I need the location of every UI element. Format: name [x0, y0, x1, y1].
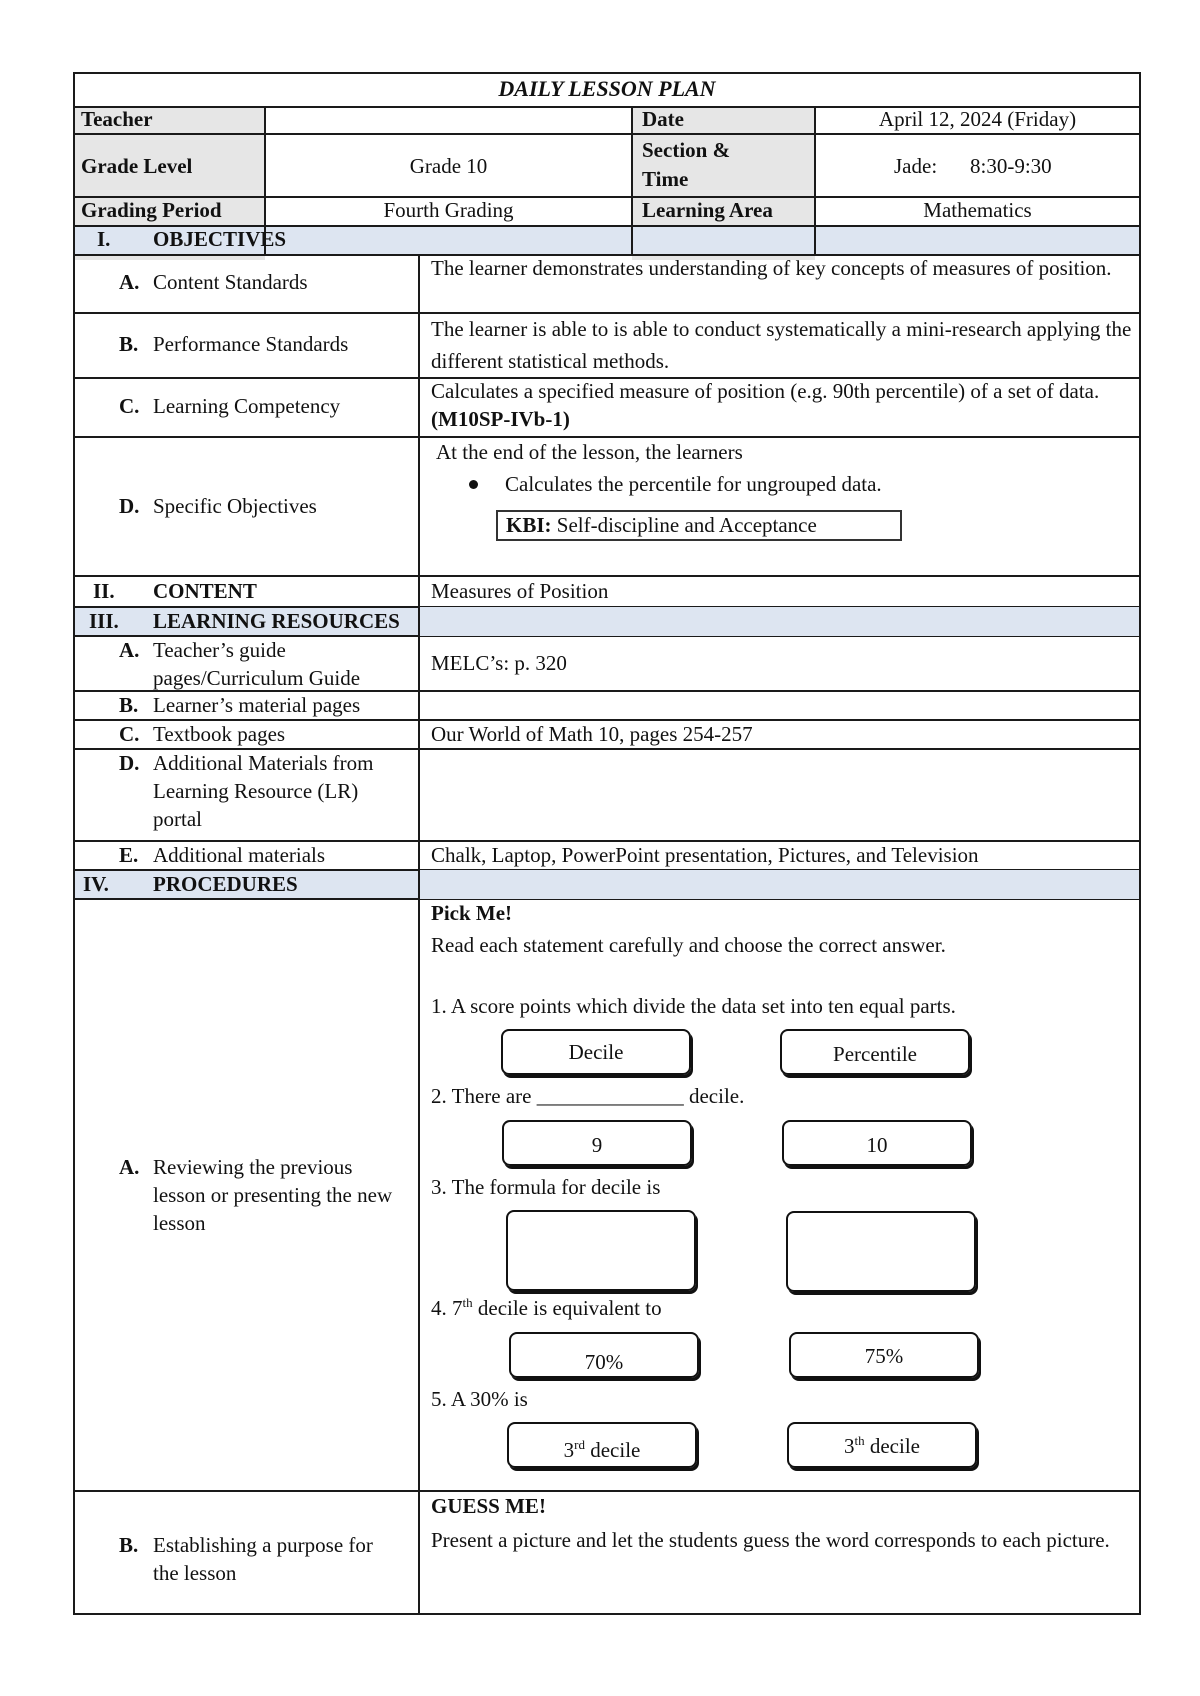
resources-numeral: III.: [89, 609, 119, 633]
teachers-guide-value: MELC’s: p. 320: [431, 651, 567, 675]
performance-standards-letter: B.: [119, 332, 139, 356]
choice-3rd-sup: rd: [574, 1437, 585, 1452]
learning-competency-text: [431, 377, 1121, 433]
page-title: DAILY LESSON PLAN: [498, 76, 716, 101]
pick-me-title: Pick Me!: [431, 901, 513, 925]
question-2-end: decile.: [683, 1084, 745, 1108]
reviewing-label: Reviewing the previous lesson or presenting the new lesson: [153, 1155, 393, 1235]
guess-me-text: Present a picture and let the students guess the word corresponds to each picture.: [431, 1528, 1110, 1552]
learning-area-label: Learning Area: [642, 198, 773, 222]
content-standards-label: Content Standards: [153, 270, 308, 294]
grading-period-value: Fourth Grading: [383, 198, 514, 222]
textbook-pages-label: Textbook pages: [153, 722, 286, 746]
question-1: 1. A score points which divide the data set into ten equal parts.: [431, 994, 956, 1018]
date-label: Date: [642, 107, 684, 131]
learning-competency-label: Learning Competency: [153, 394, 341, 418]
answer-choice-70-percent[interactable]: 70%: [509, 1332, 699, 1378]
performance-standards-label: Performance Standards: [153, 332, 349, 356]
question-2: [431, 1082, 744, 1110]
kbi-text: Self-discipline and Acceptance: [556, 513, 817, 537]
grade-level-value: Grade 10: [409, 154, 488, 178]
section-time: 8:30-9:30: [970, 154, 1052, 178]
objectives-numeral: I.: [97, 227, 111, 251]
question-2-start: 2. There are: [431, 1084, 537, 1108]
question-5: 5. A 30% is: [431, 1387, 528, 1411]
grading-period-label: Grading Period: [81, 198, 222, 222]
learners-material-letter: B.: [119, 693, 139, 717]
question-4: [431, 1294, 662, 1322]
performance-standards-text: The learner is able to is able to conduct systematically a mini-research applying the different statistical methods.: [431, 317, 1132, 373]
kbi-line: [506, 511, 817, 539]
choice-3rd-num: 3: [563, 1438, 575, 1462]
learning-competency-code: (M10SP-IVb-1): [431, 407, 570, 431]
specific-objectives-letter: D.: [119, 494, 140, 518]
teacher-label: Teacher: [81, 107, 153, 131]
question-2-blank: ______________: [536, 1084, 684, 1108]
learning-area-value: Mathematics: [923, 198, 1032, 222]
specific-objectives-label: Specific Objectives: [153, 494, 317, 518]
lr-portal-letter: D.: [119, 751, 140, 775]
question-4-start: 4. 7: [431, 1296, 463, 1320]
content-value: Measures of Position: [431, 579, 609, 603]
reviewing-letter: A.: [119, 1155, 140, 1179]
date-value: April 12, 2024 (Friday): [878, 107, 1077, 131]
guess-me-title: GUESS ME!: [431, 1494, 546, 1518]
question-4-end: decile is equivalent to: [472, 1296, 662, 1320]
content-standards-text: The learner demonstrates understanding of key concepts of measures of position.: [431, 256, 1112, 280]
textbook-pages-letter: C.: [119, 722, 140, 746]
content-numeral: II.: [93, 579, 115, 603]
section-label-line2: Time: [642, 167, 689, 191]
content-standards-letter: A.: [119, 270, 140, 294]
learning-competency-desc: Calculates a specified measure of position (e.g. 90th percentile) of a set of data.: [431, 379, 1100, 403]
procedures-numeral: IV.: [83, 872, 109, 896]
section-name: Jade:: [894, 154, 938, 178]
teachers-guide-letter: A.: [119, 638, 140, 662]
specific-objectives-bullet: Calculates the percentile for ungrouped data.: [505, 472, 882, 496]
kbi-label: KBI:: [506, 513, 552, 537]
answer-choice-percentile[interactable]: Percentile: [780, 1029, 970, 1075]
choice-3rd-word: decile: [584, 1438, 641, 1462]
learning-competency-letter: C.: [119, 394, 140, 418]
purpose-letter: B.: [119, 1533, 139, 1557]
additional-materials-letter: E.: [119, 843, 139, 867]
lr-portal-label: Additional Materials from Learning Resource (LR) portal: [153, 751, 374, 831]
textbook-pages-value: Our World of Math 10, pages 254-257: [431, 722, 753, 746]
grade-level-label: Grade Level: [81, 154, 193, 178]
lesson-plan-page: [73, 72, 1141, 1615]
objectives-heading: OBJECTIVES: [153, 227, 287, 251]
content-heading: CONTENT: [153, 579, 257, 603]
answer-choice-decile[interactable]: Decile: [501, 1029, 691, 1075]
answer-choice-3rd-decile[interactable]: [507, 1422, 697, 1468]
additional-materials-value: Chalk, Laptop, PowerPoint presentation, Pictures, and Television: [431, 843, 979, 867]
choice-3th-word: decile: [864, 1434, 920, 1458]
answer-choice-3th-decile[interactable]: [787, 1422, 977, 1468]
answer-choice-formula-2[interactable]: [786, 1211, 976, 1292]
pick-me-instruction: Read each statement carefully and choose the correct answer.: [431, 933, 946, 957]
teachers-guide-label: Teacher’s guide pages/Curriculum Guide: [153, 638, 361, 690]
procedures-heading: PROCEDURES: [153, 872, 298, 896]
choice-3th-sup: th: [854, 1433, 865, 1448]
additional-materials-label: Additional materials: [153, 843, 326, 867]
bullet-icon: [469, 480, 478, 489]
answer-choice-9[interactable]: 9: [502, 1120, 692, 1166]
answer-choice-10[interactable]: 10: [782, 1120, 972, 1166]
section-label-line1: Section &: [642, 138, 731, 162]
answer-choice-75-percent[interactable]: 75%: [789, 1332, 979, 1378]
choice-3th-num: 3: [843, 1434, 855, 1458]
answer-choice-formula-1[interactable]: [506, 1210, 696, 1291]
purpose-label: Establishing a purpose for the lesson: [153, 1533, 373, 1585]
learners-material-label: Learner’s material pages: [153, 693, 361, 717]
resources-heading: LEARNING RESOURCES: [153, 609, 400, 633]
question-3: 3. The formula for decile is: [431, 1175, 661, 1199]
specific-objectives-intro: At the end of the lesson, the learners: [436, 440, 743, 464]
question-4-sup: th: [462, 1295, 473, 1310]
